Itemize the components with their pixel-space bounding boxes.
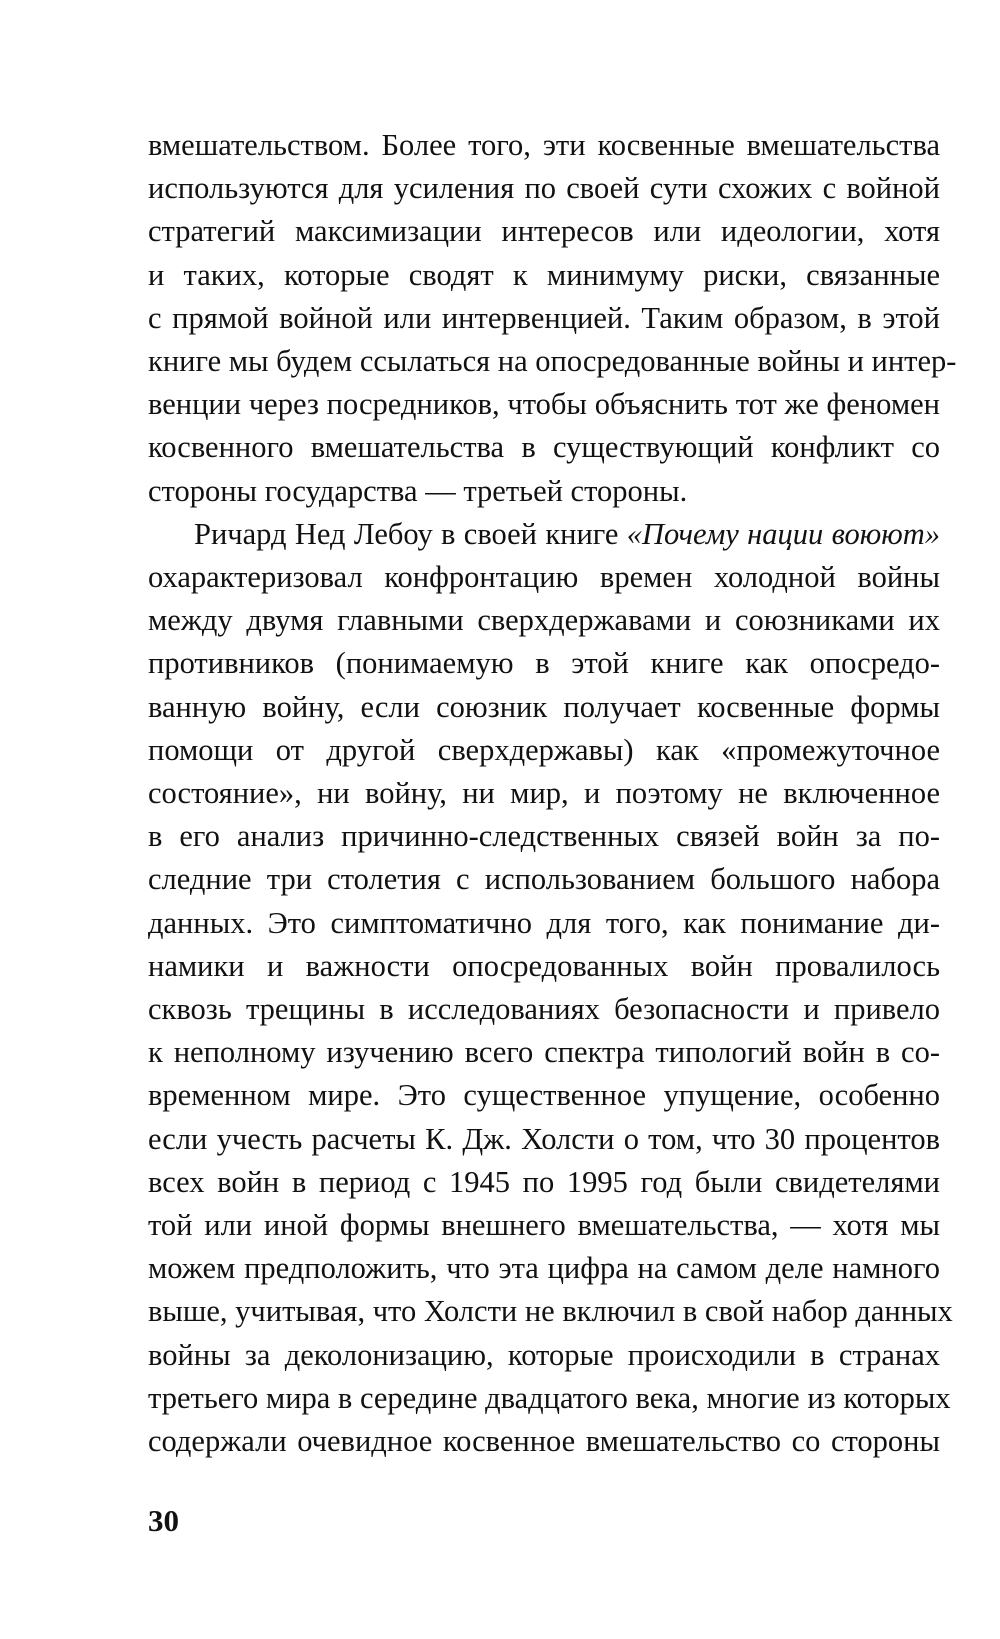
text-line: если учесть расчеты К. Дж. Холсти о том, что 30 процентов bbox=[148, 1121, 940, 1156]
text-line: всех войн в период с 1945 по 1995 год были свидетелями bbox=[148, 1164, 940, 1199]
text-line: данных. Это симптоматично для того, как понимание ди- bbox=[148, 905, 940, 940]
text-line: косвенного вмешательства в существующий конфликт со bbox=[148, 430, 940, 465]
text-fragment: Ричард Нед Лебоу в своей книге bbox=[194, 516, 627, 551]
paragraph-2 bbox=[148, 513, 953, 1463]
text-line: стороны государства — третьей стороны. bbox=[148, 473, 688, 508]
text-line: третьего мира в середине двадцатого века, многие из которых bbox=[148, 1380, 951, 1415]
text-line: охарактеризовал конфронтацию времен холодной войны bbox=[148, 560, 940, 595]
text-line: ванную войну, если союзник получает косвенные формы bbox=[148, 689, 940, 724]
text-line: той или иной формы внешнего вмешательства, — хотя мы bbox=[148, 1208, 940, 1243]
text-line: используются для усиления по своей сути схожих с войной bbox=[148, 171, 940, 206]
text-line: намики и важности опосредованных войн провалилось bbox=[148, 948, 940, 983]
text-line: временном мире. Это существенное упущение, особенно bbox=[148, 1078, 940, 1113]
text-line: книге мы будем ссылаться на опосредованные войны и интер- bbox=[148, 344, 957, 379]
text-line: следние три столетия с использованием большого набора bbox=[148, 862, 940, 897]
body-text bbox=[148, 124, 957, 1463]
book-title: «Почему нации воюют» bbox=[626, 516, 940, 551]
text-line: можем предположить, что эта цифра на самом деле намного bbox=[148, 1251, 940, 1286]
text-line: состояние», ни войну, ни мир, и поэтому не включенное bbox=[148, 776, 940, 811]
text-line: вмешательством. Более того, эти косвенные вмешательства bbox=[148, 128, 940, 162]
text-line: с прямой войной или интервенцией. Таким образом, в этой bbox=[148, 300, 940, 335]
text-line: помощи от другой сверхдержавы) как «промежуточное bbox=[148, 732, 940, 767]
text-line: между двумя главными сверхдержавами и союзниками их bbox=[148, 603, 940, 638]
text-line: и таких, которые сводят к минимуму риски, связанные bbox=[148, 257, 940, 292]
paragraph-1 bbox=[148, 124, 957, 513]
text-line: в его анализ причинно-следственных связей войн за по- bbox=[148, 819, 940, 854]
text-line: содержали очевидное косвенное вмешательство со стороны bbox=[148, 1424, 940, 1459]
page-number: 30 bbox=[148, 1503, 179, 1538]
text-line-first bbox=[148, 513, 940, 556]
text-line: выше, учитывая, что Холсти не включил в свой набор данных bbox=[148, 1294, 953, 1329]
text-line: сквозь трещины в исследованиях безопасности и привело bbox=[148, 992, 940, 1027]
text-line: венции через посредников, чтобы объяснить тот же феномен bbox=[148, 387, 940, 422]
text-line: к неполному изучению всего спектра типологий войн в со- bbox=[148, 1035, 940, 1070]
text-line: противников (понимаемую в этой книге как опосредо- bbox=[148, 646, 940, 681]
text-line: стратегий максимизации интересов или идеологии, хотя bbox=[148, 214, 940, 249]
text-line: войны за деколонизацию, которые происходили в странах bbox=[148, 1337, 940, 1372]
